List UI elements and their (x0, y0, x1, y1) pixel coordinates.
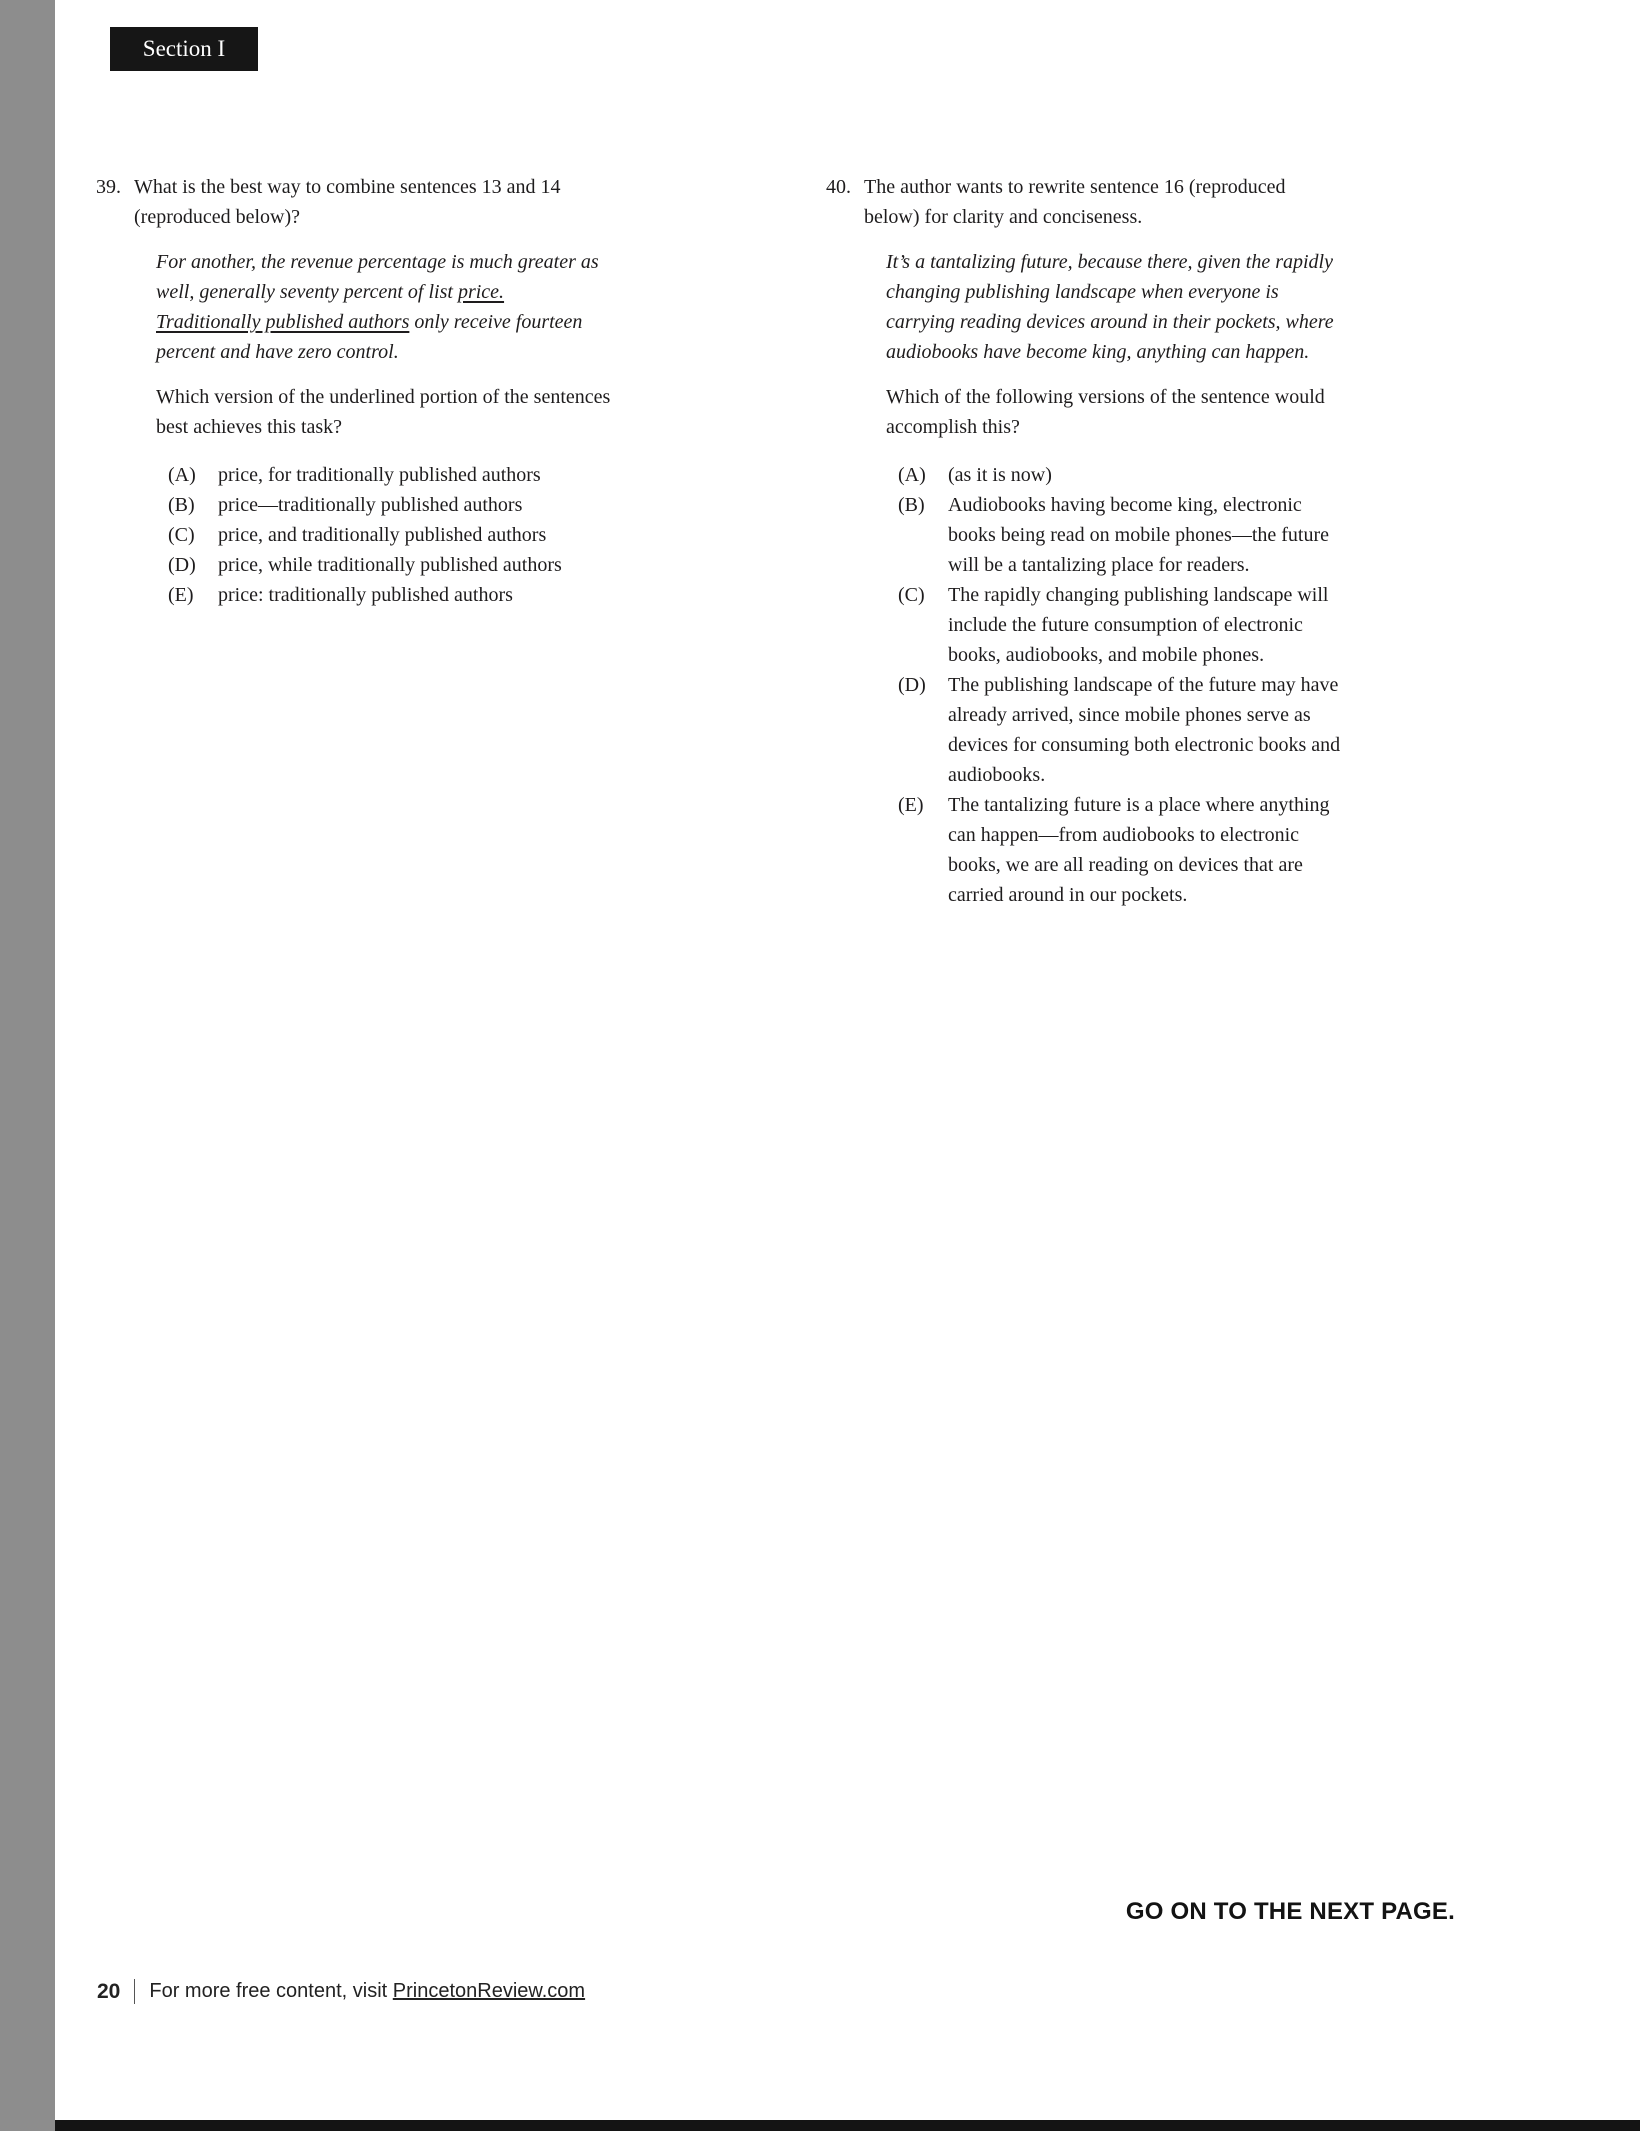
option-text: price—traditionally published authors (218, 494, 523, 516)
passage-text-post: only receive fourteen percent and have zero control. (156, 311, 583, 363)
option-letter: (A) (168, 464, 196, 486)
option-text: price, for traditionally published authors (218, 464, 541, 486)
passage-underlined-portion: price. Traditionally published authors (156, 281, 505, 333)
question-followup: Which of the following versions of the sentence would accomplish this? (886, 386, 1325, 438)
footer-link[interactable]: PrincetonReview.com (392, 1980, 586, 2002)
question-followup: Which version of the underlined portion of the sentences best achieves this task? (156, 386, 611, 438)
option-text: The rapidly changing publishing landscape will include the future consumption of electronic books, audiobooks, and mobile phones. (948, 584, 1329, 666)
option-c (168, 520, 612, 550)
option-letter: (E) (898, 794, 924, 816)
question-number: 39. (96, 176, 121, 198)
option-letter: (A) (898, 464, 926, 486)
option-letter: (B) (898, 494, 925, 516)
section-badge (110, 27, 258, 71)
option-letter: (B) (168, 494, 195, 516)
passage-text-pre: It’s a tantalizing future, because there, given the rapidly changing publishing landscape when everyone is carrying reading devices around in their pockets, where audiobooks have become king, anything can happen. (886, 251, 1334, 363)
question-40 (826, 172, 1342, 910)
option-d (168, 550, 612, 580)
option-text: price, while traditionally published authors (218, 554, 562, 576)
page-bottom-bar (55, 2120, 1640, 2131)
page-edge-strip (0, 0, 55, 2131)
option-text: Audiobooks having become king, electronic books being read on mobile phones—the future will be a tantalizing place for readers. (948, 494, 1330, 576)
option-text: price: traditionally published authors (218, 584, 513, 606)
option-text: (as it is now) (948, 464, 1052, 486)
option-letter: (C) (898, 584, 925, 606)
option-e (168, 580, 612, 610)
option-a (898, 460, 1342, 490)
page-number: 20 (97, 1979, 121, 2003)
option-text: The publishing landscape of the future may have already arrived, since mobile phones serve as devices for consuming both electronic books and audiobooks. (948, 674, 1341, 786)
option-text: price, and traditionally published authors (218, 524, 547, 546)
question-39 (96, 172, 612, 610)
option-letter: (C) (168, 524, 195, 546)
option-text: The tantalizing future is a place where anything can happen—from audiobooks to electronic books, we are all reading on devices that are carried around in our pockets. (948, 794, 1330, 906)
option-c (898, 580, 1342, 670)
footer-divider (134, 1979, 135, 2004)
option-letter: (E) (168, 584, 194, 606)
option-letter: (D) (168, 554, 196, 576)
question-number: 40. (826, 176, 851, 198)
option-a (168, 460, 612, 490)
page-footer (97, 1979, 585, 2004)
options-list (898, 460, 1342, 910)
option-b (168, 490, 612, 520)
option-e (898, 790, 1342, 910)
question-passage (156, 247, 612, 367)
go-on-instruction: GO ON TO THE NEXT PAGE. (1125, 1898, 1455, 1925)
option-letter: (D) (898, 674, 926, 696)
passage-text-pre: For another, the revenue percentage is much greater as well, generally seventy percent of list (156, 251, 599, 303)
options-list (168, 460, 612, 610)
section-label: Section I (142, 36, 226, 61)
question-passage (886, 247, 1342, 367)
question-stem: The author wants to rewrite sentence 16 (reproduced below) for clarity and conciseness. (864, 176, 1286, 228)
footer-text-prefix: For more free content, visit (149, 1980, 393, 2002)
question-stem: What is the best way to combine sentences 13 and 14 (reproduced below)? (134, 176, 561, 228)
footer-text (149, 1980, 585, 2003)
option-d (898, 670, 1342, 790)
option-b (898, 490, 1342, 580)
